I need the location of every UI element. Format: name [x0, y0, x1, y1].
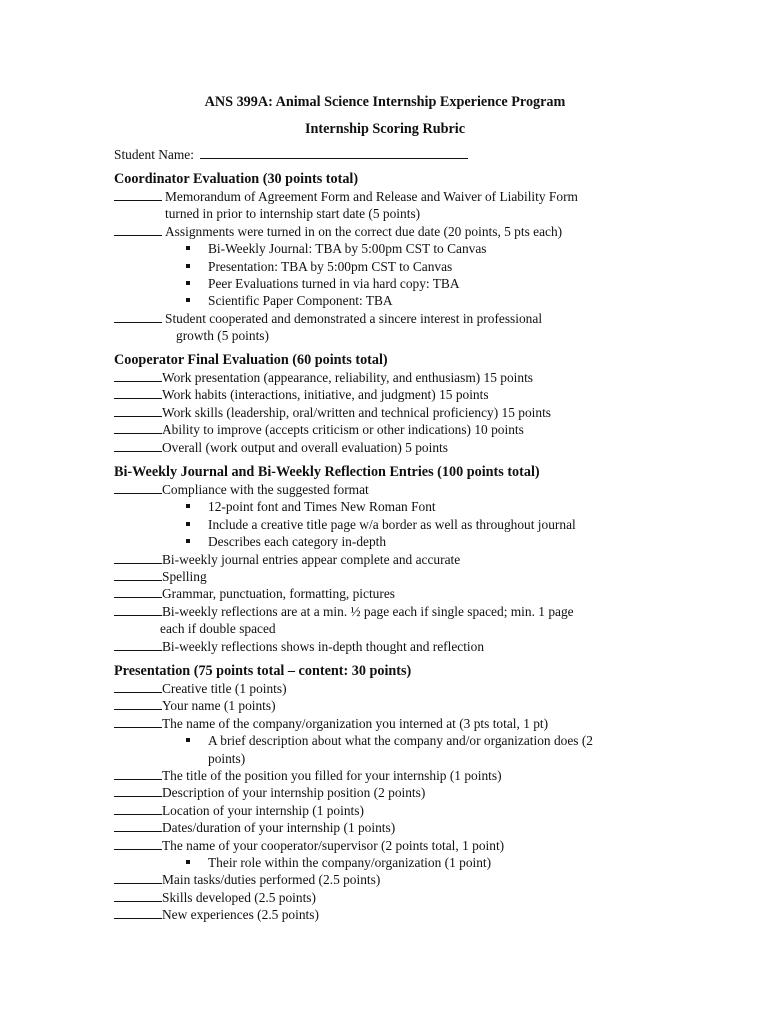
score-blank[interactable] [114, 404, 162, 417]
presentation-item: Dates/duration of your internship (1 points) [114, 819, 674, 836]
list-item: Presentation: TBA by 5:00pm CST to Canvas [114, 258, 674, 275]
score-blank[interactable] [114, 889, 162, 902]
score-blank[interactable] [114, 715, 162, 728]
score-blank[interactable] [114, 819, 162, 832]
cooperator-item: Work habits (interactions, initiative, and judgment) 15 points [114, 386, 674, 403]
presentation-item: Creative title (1 points) [114, 680, 674, 697]
cooperator-heading: Cooperator Final Evaluation (60 points total) [114, 352, 388, 368]
student-name-label: Student Name: [114, 147, 194, 162]
list-item: 12-point font and Times New Roman Font [114, 498, 674, 515]
bullet-icon [186, 539, 190, 543]
score-blank[interactable] [114, 439, 162, 452]
score-blank[interactable] [114, 421, 162, 434]
document-title: ANS 399A: Animal Science Internship Experience Program [204, 94, 566, 110]
bullet-icon [186, 504, 190, 508]
coordinator-item: Memorandum of Agreement Form and Release and Waiver of Liability Form [114, 188, 674, 205]
score-blank[interactable] [114, 603, 162, 616]
score-blank[interactable] [114, 906, 162, 919]
bullet-icon [186, 264, 190, 268]
journal-section [114, 463, 674, 655]
list-item: Include a creative title page w/a border as well as throughout journal [114, 516, 674, 533]
journal-heading: Bi-Weekly Journal and Bi-Weekly Reflection Entries (100 points total) [114, 464, 540, 480]
coordinator-item: Assignments were turned in on the correct due date (20 points, 5 pts each) [114, 223, 674, 240]
bullet-icon [186, 281, 190, 285]
bullet-icon [186, 298, 190, 302]
score-blank[interactable] [114, 871, 162, 884]
cooperator-item: Work skills (leadership, oral/written and technical proficiency) 15 points [114, 404, 674, 421]
score-blank[interactable] [114, 188, 162, 201]
score-blank[interactable] [114, 837, 162, 850]
journal-item: Compliance with the suggested format [114, 481, 674, 498]
cooperator-item: Overall (work output and overall evaluation) 5 points [114, 439, 674, 456]
score-blank[interactable] [114, 784, 162, 797]
bullet-icon [186, 738, 190, 742]
score-blank[interactable] [114, 585, 162, 598]
presentation-item: The name of the company/organization you interned at (3 pts total, 1 pt) [114, 715, 674, 732]
journal-item: Spelling [114, 568, 674, 585]
presentation-item: Location of your internship (1 points) [114, 802, 674, 819]
bullet-icon [186, 522, 190, 526]
journal-item: Bi-weekly journal entries appear complete and accurate [114, 551, 674, 568]
list-item: Peer Evaluations turned in via hard copy: TBA [114, 275, 674, 292]
list-item: Their role within the company/organization (1 point) [114, 854, 674, 871]
score-blank[interactable] [114, 551, 162, 564]
coordinator-item-cont: turned in prior to internship start date (5 points) [165, 206, 421, 222]
score-blank[interactable] [114, 481, 162, 494]
presentation-item: New experiences (2.5 points) [114, 906, 674, 923]
score-blank[interactable] [114, 680, 162, 693]
student-name-field [114, 146, 468, 163]
score-blank[interactable] [114, 767, 162, 780]
cooperator-item: Ability to improve (accepts criticism or other indications) 10 points [114, 421, 674, 438]
list-item-cont: points) [208, 750, 246, 766]
cooperator-section [114, 351, 674, 456]
bullet-icon [186, 860, 190, 864]
coordinator-item: Student cooperated and demonstrated a sincere interest in professional [114, 310, 674, 327]
score-blank[interactable] [114, 568, 162, 581]
score-blank[interactable] [114, 310, 162, 323]
presentation-item: Skills developed (2.5 points) [114, 889, 674, 906]
journal-item: Grammar, punctuation, formatting, pictures [114, 585, 674, 602]
presentation-item: The title of the position you filled for your internship (1 points) [114, 767, 674, 784]
score-blank[interactable] [114, 223, 162, 236]
score-blank[interactable] [114, 697, 162, 710]
presentation-item: Description of your internship position (2 points) [114, 784, 674, 801]
coordinator-heading: Coordinator Evaluation (30 points total) [114, 171, 359, 187]
score-blank[interactable] [114, 638, 162, 651]
score-blank[interactable] [114, 802, 162, 815]
bullet-icon [186, 246, 190, 250]
coordinator-section [114, 170, 674, 345]
student-name-blank[interactable] [200, 146, 468, 159]
document-subtitle: Internship Scoring Rubric [304, 121, 466, 137]
list-item: A brief description about what the company and/or organization does (2 [114, 732, 674, 749]
presentation-section [114, 662, 674, 924]
list-item: Scientific Paper Component: TBA [114, 292, 674, 309]
list-item: Describes each category in-depth [114, 533, 674, 550]
score-blank[interactable] [114, 369, 162, 382]
list-item: Bi-Weekly Journal: TBA by 5:00pm CST to Canvas [114, 240, 674, 257]
presentation-heading: Presentation (75 points total – content: 30 points) [114, 663, 412, 679]
journal-item: Bi-weekly reflections shows in-depth thought and reflection [114, 638, 674, 655]
journal-item: Bi-weekly reflections are at a min. ½ page each if single spaced; min. 1 page [114, 603, 674, 620]
cooperator-item: Work presentation (appearance, reliability, and enthusiasm) 15 points [114, 369, 674, 386]
presentation-item: Main tasks/duties performed (2.5 points) [114, 871, 674, 888]
presentation-item: Your name (1 points) [114, 697, 674, 714]
score-blank[interactable] [114, 386, 162, 399]
journal-item-cont: each if double spaced [160, 621, 276, 637]
presentation-item: The name of your cooperator/supervisor (2 points total, 1 point) [114, 837, 674, 854]
coordinator-item-cont: growth (5 points) [176, 328, 269, 344]
